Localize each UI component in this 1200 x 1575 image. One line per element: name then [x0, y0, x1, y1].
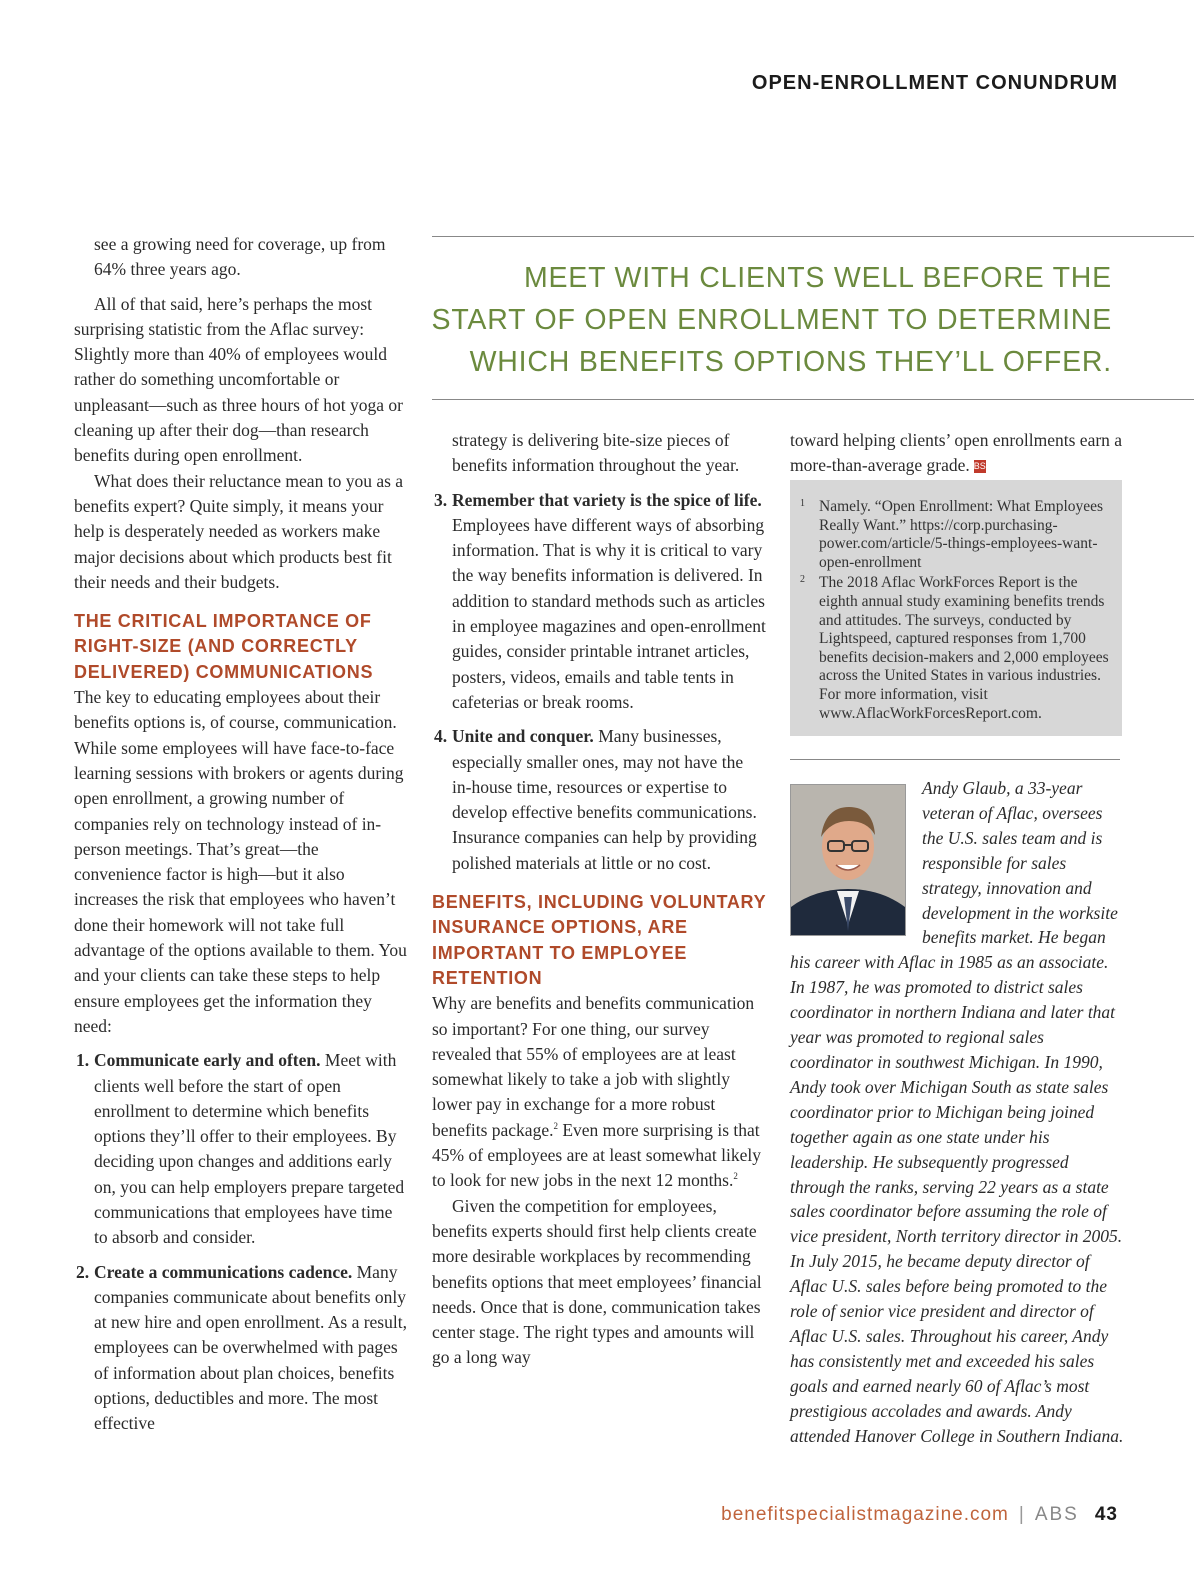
list-item: [74, 1260, 408, 1437]
footer-separator: |: [1018, 1504, 1025, 1525]
list-number: 1.: [76, 1050, 90, 1071]
step-body: Meet with clients well before the start of open enrollment to determine which benefits options they’ll offer to their employees. By deciding upon changes and additions early on, you can help employers prepare targeted communications that employees have time to absorb and consider.: [94, 1050, 405, 1248]
author-bio-text: Andy Glaub, a 33-year veteran of Aflac, oversees the U.S. sales team and is responsible for sales strategy, innovation and development in the worksite benefits market. He began his career with Aflac in 1985 as an associate. In 1987, he was promoted to district sales coordinator in northern Indiana and later that year was promoted to regional sales coordinator in southwest Michigan. In 1990, Andy took over Michigan South as state sales coordinator prior to Michigan being joined together again as one state under his leadership. He subsequently progressed through the ranks, serving 22 years as a state sales coordinator before assuming the role of vice president, North territory director in 2005. In July 2015, he became deputy director of Aflac U.S. sales before being promoted to the role of senior vice president and director of Aflac U.S. sales. Throughout his career, Andy has consistently met and exceeded his sales goals and earned nearly 60 of Aflac’s most prestigious accolades and awards. Andy attended Hanover College in Southern Indiana.: [790, 778, 1124, 1446]
list-item: [432, 724, 766, 876]
divider: [790, 759, 1120, 760]
step-title: Remember that variety is the spice of life.: [452, 489, 762, 510]
footnote-ref: 2: [733, 1171, 738, 1182]
page-number: 43: [1094, 1504, 1118, 1525]
pull-quote: [432, 236, 1194, 400]
paragraph-continued: see a growing need for coverage, up from 64% three years ago.: [94, 234, 386, 280]
footnote-number: 1: [800, 498, 805, 509]
list-number: 4.: [434, 726, 448, 747]
subhead: BENEFITS, INCLUDING VOLUNTARY INSURANCE OPTIONS, ARE IMPORTANT TO EMPLOYEE RETENTION: [432, 892, 766, 988]
article-column-1: [74, 232, 408, 1446]
text-run: toward helping clients’ open enrollments earn a more-than-average grade.: [790, 430, 1123, 476]
end-mark-icon: BS: [973, 461, 986, 472]
list-item: [74, 1048, 408, 1250]
footer-website: benefitspecialistmagazine.com: [721, 1504, 1009, 1525]
steps-list: [74, 1048, 408, 1436]
list-number: 2.: [76, 1261, 90, 1282]
step-body: Many businesses, especially smaller ones, may not have the in-house time, resources or expertise to develop effective benefits communications. Insurance companies can help by providing polished materials at little or no cost.: [452, 726, 757, 873]
author-bio: [790, 776, 1125, 1448]
paragraph-continued: [790, 428, 1126, 479]
paragraph: Given the competition for employees, benefits experts should first help clients create more desirable workplaces by recommending benefits options that meet employees’ financial needs. Once that is done, communication takes center stage. The right types and amounts will go a long way: [432, 1195, 762, 1368]
footnote: [790, 574, 1122, 723]
step-body: Employees have different ways of absorbing information. That is why it is critical to vary the way benefits information is delivered. In addition to standard methods such as articles in employee magazines and open-enrollment guides, consider printable intranet articles, posters, videos, emails and table tents in cafeterias or break rooms.: [452, 514, 766, 712]
footnote-ref: 2: [553, 1120, 558, 1131]
article-column-3: [790, 428, 1126, 479]
pull-quote-text: MEET WITH CLIENTS WELL BEFORE THE START OF OPEN ENROLLMENT TO DETERMINE WHICH BENEFITS OPTIONS THEY’LL OFFER.: [431, 262, 1112, 378]
paragraph: All of that said, here’s perhaps the most surprising statistic from the Aflac survey: Slightly more than 40% of employees would rather do something uncomfortable or unpleasant—such as three hours of hot yoga or cleaning up after their dog—than research benefits during open enrollment.: [74, 293, 404, 466]
subhead: THE CRITICAL IMPORTANCE OF RIGHT-SIZE (AND CORRECTLY DELIVERED) COMMUNICATIONS: [74, 611, 374, 682]
step-body: Many companies communicate about benefits only at new hire and open enrollment. As a result, employees can be overwhelmed with pages of information about plan choices, benefits options, deductibles and more. The most effective: [94, 1261, 407, 1434]
footnote-text: Namely. “Open Enrollment: What Employees Really Want.” https://corp.purchasing-power.com/article/5-things-employees-want-open-enrollment: [819, 498, 1104, 571]
step-title: Unite and conquer.: [452, 726, 594, 747]
footnote: [790, 498, 1122, 572]
paragraph-continued: strategy is delivering bite-size pieces of benefits information throughout the year.: [452, 430, 740, 476]
step-title: Create a communications cadence.: [94, 1261, 353, 1282]
article-column-2: [432, 428, 766, 1371]
section-header: OPEN-ENROLLMENT CONUNDRUM: [751, 72, 1118, 94]
footer-magazine: ABS: [1034, 1504, 1079, 1525]
footnote-text: The 2018 Aflac WorkForces Report is the eighth annual study examining benefits trends and attitudes. The surveys, conducted by Lightspeed, captured responses from 1,700 benefits decision-makers and 2,000 employees across the United States in various industries. For more information, visit www.AflacWorkForcesReport.com.: [819, 574, 1109, 722]
step-title: Communicate early and often.: [94, 1050, 321, 1071]
text-run: Even more surprising is that 45% of employees are at least somewhat likely to look for new jobs in the next 12 months.: [432, 1119, 761, 1191]
list-number: 3.: [434, 489, 448, 510]
list-item: [432, 488, 766, 716]
footnotes-box: [790, 480, 1122, 736]
text-run: Why are benefits and benefits communication so important? For one thing, our survey revealed that 55% of employees are at least somewhat likely to take a job with slightly lower pay in exchange for a more robust benefits package.: [432, 993, 755, 1140]
page-footer: [721, 1504, 1118, 1526]
paragraph: What does their reluctance mean to you as a benefits expert? Quite simply, it means your help is desperately needed as workers make major decisions about which products best fit their needs and their budgets.: [74, 470, 404, 592]
footnote-number: 2: [800, 574, 805, 586]
paragraph: The key to educating employees about their benefits options is, of course, communication. While some employees will have face-to-face learning sessions with brokers or agents during open enrollment, a growing number of companies rely on technology instead of in-person meetings. That’s great—the convenience factor is high—but it also increases the risk that employees who haven’t done their homework will not take full advantage of the options available to them. You and your clients can take these steps to help ensure employees get the information they need:: [74, 687, 407, 1036]
paragraph: [432, 991, 766, 1193]
steps-list: [432, 488, 766, 876]
